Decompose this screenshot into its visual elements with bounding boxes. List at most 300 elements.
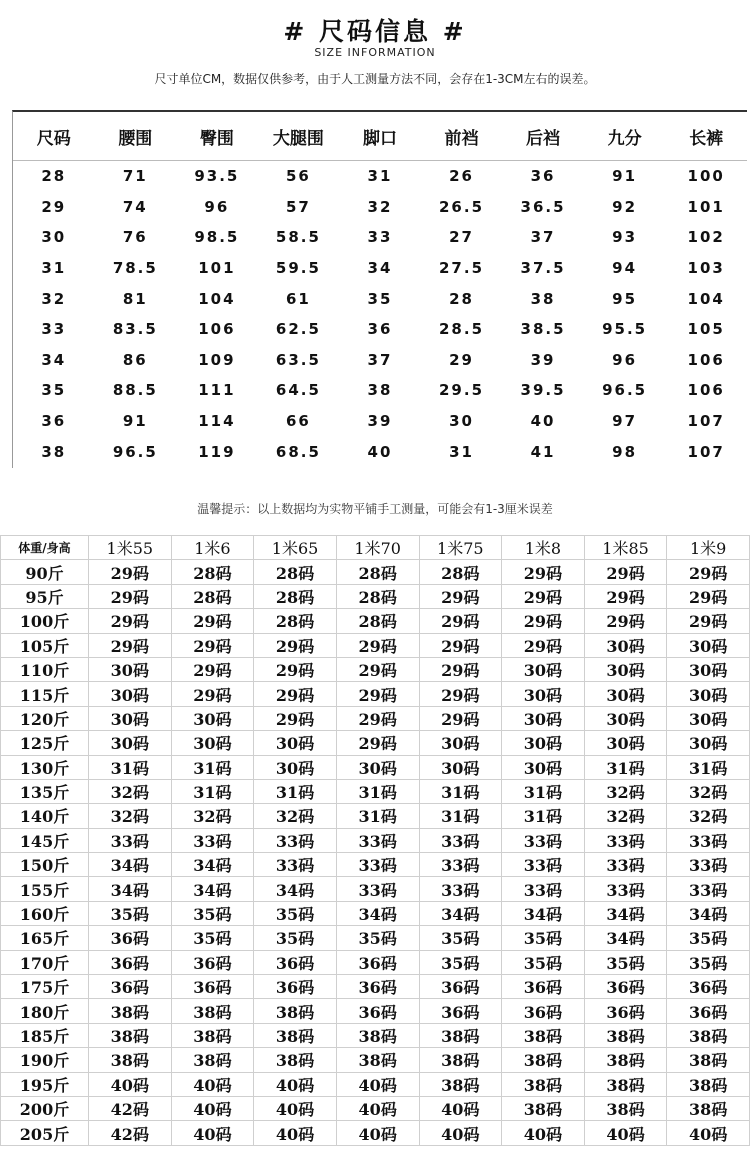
weight-label: 95斤: [1, 584, 89, 608]
size-recommendation-cell: 34码: [89, 853, 172, 877]
size-cell: 28.5: [439, 320, 485, 339]
size-table-container: [12, 110, 747, 468]
size-recommendation-cell: 35码: [419, 950, 502, 974]
weight-label: 165斤: [1, 926, 89, 950]
size-recommendation-cell: 29码: [419, 706, 502, 730]
size-recommendation-cell: 34码: [254, 877, 337, 901]
size-cell: 27: [449, 228, 474, 247]
size-recommendation-cell: 29码: [336, 633, 419, 657]
size-recommendation-cell: 35码: [502, 950, 585, 974]
size-col-header: 九分: [584, 112, 666, 161]
size-table-row: [13, 314, 747, 345]
size-recommendation-cell: 38码: [89, 1048, 172, 1072]
size-recommendation-cell: 32码: [584, 804, 667, 828]
size-recommendation-cell: 30码: [502, 706, 585, 730]
size-recommendation-cell: 29码: [419, 609, 502, 633]
size-recommendation-cell: 36码: [419, 999, 502, 1023]
size-table-row: [13, 375, 747, 406]
size-recommendation-cell: 32码: [89, 804, 172, 828]
size-recommendation-cell: 31码: [89, 755, 172, 779]
corner-header: 体重/身高: [1, 536, 89, 560]
size-recommendation-cell: 35码: [419, 926, 502, 950]
size-recommendation-cell: 38码: [171, 1048, 254, 1072]
size-cell: 35: [367, 289, 393, 308]
size-recommendation-cell: 36码: [502, 999, 585, 1023]
size-recommendation-cell: 29码: [584, 584, 667, 608]
size-cell: 106: [687, 381, 725, 400]
size-recommendation-cell: 33码: [336, 828, 419, 852]
size-recommendation-cell: 32码: [667, 804, 750, 828]
size-cell: 98: [612, 442, 638, 461]
size-cell: 36: [367, 320, 393, 339]
page-title: # 尺码信息 #: [283, 17, 467, 46]
size-cell: 71: [122, 167, 148, 186]
recommend-table-row: [1, 755, 750, 779]
size-recommendation-cell: 38码: [171, 999, 254, 1023]
size-recommendation-cell: 35码: [171, 901, 254, 925]
size-recommendation-cell: 42码: [89, 1096, 172, 1120]
size-recommendation-cell: 30码: [667, 682, 750, 706]
size-cell: 59.5: [275, 259, 321, 278]
size-recommendation-cell: 30码: [502, 682, 585, 706]
size-cell: 39: [367, 412, 393, 431]
size-cell: 38.5: [520, 320, 566, 339]
size-cell: 98.5: [194, 228, 240, 247]
size-recommendation-cell: 36码: [254, 975, 337, 999]
size-recommendation-cell: 29码: [502, 584, 585, 608]
size-recommendation-cell: 40码: [254, 1096, 337, 1120]
height-header: 1米85: [584, 536, 667, 560]
size-cell: 78.5: [112, 259, 158, 278]
size-cell: 38: [530, 289, 556, 308]
size-recommendation-cell: 29码: [171, 609, 254, 633]
size-cell: 94: [612, 259, 638, 278]
size-cell: 119: [198, 442, 236, 461]
recommend-table-body: [1, 560, 750, 1145]
size-cell: 56: [285, 167, 311, 186]
size-cell: 107: [687, 442, 725, 461]
size-recommendation-cell: 33码: [667, 877, 750, 901]
size-col-header: 长裤: [665, 112, 747, 161]
size-cell: 27.5: [439, 259, 485, 278]
size-recommendation-cell: 29码: [419, 682, 502, 706]
size-recommendation-cell: 33码: [419, 877, 502, 901]
size-recommendation-cell: 30码: [89, 682, 172, 706]
recommend-table-row: [1, 633, 750, 657]
measurement-note: 尺寸单位CM，数据仅供参考，由于人工测量方法不同，会存在1-3CM左右的误差。: [154, 72, 596, 86]
size-recommendation-cell: 29码: [667, 584, 750, 608]
size-recommendation-cell: 28码: [171, 584, 254, 608]
size-cell: 36: [530, 167, 556, 186]
size-cell: 33: [41, 320, 67, 339]
size-recommendation-cell: 36码: [419, 975, 502, 999]
size-recommendation-cell: 32码: [89, 779, 172, 803]
size-recommendation-cell: 30码: [89, 731, 172, 755]
size-col-header: 尺码: [13, 112, 95, 161]
height-header: 1米55: [89, 536, 172, 560]
size-recommendation-cell: 31码: [502, 804, 585, 828]
size-recommendation-cell: 31码: [584, 755, 667, 779]
size-recommendation-cell: 40码: [336, 1072, 419, 1096]
size-recommendation-cell: 28码: [171, 560, 254, 584]
size-cell: 83.5: [112, 320, 158, 339]
height-header: 1米9: [667, 536, 750, 560]
recommend-table-row: [1, 853, 750, 877]
size-recommendation-cell: 35码: [171, 926, 254, 950]
weight-label: 100斤: [1, 609, 89, 633]
recommend-table-container: [0, 535, 750, 1146]
size-recommendation-cell: 30码: [171, 731, 254, 755]
recommend-table-row: [1, 584, 750, 608]
size-recommendation-cell: 34码: [336, 901, 419, 925]
weight-label: 175斤: [1, 975, 89, 999]
size-recommendation-cell: 31码: [254, 779, 337, 803]
weight-label: 105斤: [1, 633, 89, 657]
size-table-row: [13, 222, 747, 253]
size-recommendation-cell: 40码: [171, 1121, 254, 1145]
weight-label: 200斤: [1, 1096, 89, 1120]
size-recommendation-cell: 29码: [336, 682, 419, 706]
size-recommendation-cell: 32码: [584, 779, 667, 803]
size-cell: 103: [687, 259, 725, 278]
size-recommendation-cell: 29码: [89, 633, 172, 657]
weight-label: 155斤: [1, 877, 89, 901]
size-cell: 114: [198, 412, 236, 431]
size-col-header: 大腿围: [258, 112, 340, 161]
height-header: 1米75: [419, 536, 502, 560]
size-recommendation-cell: 30码: [171, 706, 254, 730]
weight-label: 125斤: [1, 731, 89, 755]
recommend-table-row: [1, 901, 750, 925]
size-recommendation-cell: 38码: [584, 1048, 667, 1072]
recommend-table-row: [1, 1023, 750, 1047]
size-recommendation-cell: 28码: [336, 560, 419, 584]
size-cell: 32: [367, 197, 393, 216]
size-recommendation-cell: 34码: [584, 926, 667, 950]
recommend-table-row: [1, 1121, 750, 1145]
size-recommendation-cell: 29码: [89, 584, 172, 608]
size-recommendation-cell: 29码: [419, 584, 502, 608]
size-recommendation-cell: 29码: [502, 609, 585, 633]
size-cell: 31: [449, 442, 474, 461]
recommend-table: [0, 535, 750, 1146]
size-cell: 97: [612, 412, 638, 431]
size-cell: 57: [285, 197, 311, 216]
weight-label: 110斤: [1, 657, 89, 681]
size-cell: 38: [41, 442, 67, 461]
size-recommendation-cell: 32码: [254, 804, 337, 828]
size-table-row: [13, 345, 747, 376]
size-recommendation-cell: 30码: [419, 731, 502, 755]
size-recommendation-cell: 36码: [584, 975, 667, 999]
size-recommendation-cell: 35码: [254, 901, 337, 925]
size-cell: 68.5: [275, 442, 321, 461]
size-cell: 76: [122, 228, 148, 247]
size-cell: 34: [41, 350, 67, 369]
size-recommendation-cell: 34码: [584, 901, 667, 925]
size-table-row: [13, 161, 747, 192]
size-recommendation-cell: 38码: [502, 1072, 585, 1096]
weight-label: 170斤: [1, 950, 89, 974]
size-cell: 86: [122, 350, 148, 369]
size-recommendation-cell: 38码: [584, 1072, 667, 1096]
size-cell: 28: [41, 167, 67, 186]
size-recommendation-cell: 38码: [171, 1023, 254, 1047]
size-recommendation-cell: 31码: [667, 755, 750, 779]
size-recommendation-cell: 30码: [584, 731, 667, 755]
size-recommendation-cell: 31码: [419, 779, 502, 803]
size-recommendation-cell: 38码: [584, 1023, 667, 1047]
size-cell: 37: [367, 350, 393, 369]
size-recommendation-cell: 40码: [419, 1096, 502, 1120]
size-recommendation-cell: 31码: [502, 779, 585, 803]
size-cell: 37: [530, 228, 556, 247]
size-recommendation-cell: 29码: [502, 560, 585, 584]
size-recommendation-cell: 33码: [502, 853, 585, 877]
size-recommendation-cell: 38码: [254, 1048, 337, 1072]
size-recommendation-cell: 36码: [89, 975, 172, 999]
size-cell: 93: [612, 228, 638, 247]
size-recommendation-cell: 38码: [419, 1072, 502, 1096]
size-recommendation-cell: 29码: [254, 657, 337, 681]
size-recommendation-cell: 30码: [502, 755, 585, 779]
recommend-table-row: [1, 1048, 750, 1072]
size-cell: 58.5: [275, 228, 321, 247]
size-recommendation-cell: 29码: [419, 633, 502, 657]
size-col-header: 前裆: [421, 112, 503, 161]
size-recommendation-cell: 36码: [89, 950, 172, 974]
size-recommendation-cell: 30码: [89, 706, 172, 730]
size-cell: 95: [612, 289, 638, 308]
size-recommendation-cell: 31码: [336, 804, 419, 828]
size-recommendation-cell: 38码: [254, 1023, 337, 1047]
size-cell: 34: [367, 259, 393, 278]
size-recommendation-cell: 33码: [336, 877, 419, 901]
size-recommendation-cell: 30码: [667, 731, 750, 755]
size-recommendation-cell: 38码: [89, 999, 172, 1023]
recommend-table-row: [1, 804, 750, 828]
size-recommendation-cell: 31码: [336, 779, 419, 803]
size-cell: 61: [285, 289, 311, 308]
size-recommendation-cell: 36码: [336, 999, 419, 1023]
size-cell: 81: [122, 289, 148, 308]
size-recommendation-cell: 34码: [419, 901, 502, 925]
size-recommendation-cell: 40码: [254, 1072, 337, 1096]
size-table-row: [13, 283, 747, 314]
weight-label: 130斤: [1, 755, 89, 779]
size-recommendation-cell: 33码: [667, 828, 750, 852]
size-recommendation-cell: 29码: [667, 560, 750, 584]
size-cell: 106: [687, 350, 725, 369]
size-recommendation-cell: 30码: [584, 633, 667, 657]
size-recommendation-cell: 30码: [336, 755, 419, 779]
size-recommendation-cell: 32码: [171, 804, 254, 828]
size-cell: 106: [198, 320, 236, 339]
size-recommendation-cell: 30码: [667, 706, 750, 730]
size-table-header: [13, 112, 747, 161]
size-recommendation-cell: 36码: [667, 999, 750, 1023]
size-recommendation-cell: 36码: [89, 926, 172, 950]
size-table: [13, 112, 747, 467]
size-recommendation-cell: 36码: [502, 975, 585, 999]
size-recommendation-cell: 33码: [419, 828, 502, 852]
size-recommendation-cell: 28码: [336, 609, 419, 633]
page-subtitle: SIZE INFORMATION: [314, 46, 436, 59]
weight-label: 185斤: [1, 1023, 89, 1047]
size-recommendation-cell: 38码: [667, 1072, 750, 1096]
size-cell: 29.5: [439, 381, 485, 400]
size-recommendation-cell: 33码: [419, 853, 502, 877]
size-recommendation-cell: 30码: [254, 755, 337, 779]
height-header: 1米6: [171, 536, 254, 560]
size-recommendation-cell: 34码: [171, 853, 254, 877]
size-recommendation-cell: 35码: [584, 950, 667, 974]
size-cell: 109: [198, 350, 236, 369]
size-recommendation-cell: 35码: [667, 926, 750, 950]
recommend-table-row: [1, 706, 750, 730]
size-recommendation-cell: 42码: [89, 1121, 172, 1145]
recommend-table-row: [1, 609, 750, 633]
size-cell: 66: [285, 412, 311, 431]
recommend-table-row: [1, 657, 750, 681]
size-col-header: 腰围: [95, 112, 177, 161]
weight-label: 180斤: [1, 999, 89, 1023]
size-recommendation-cell: 35码: [254, 926, 337, 950]
size-cell: 38: [367, 381, 393, 400]
size-cell: 37.5: [520, 259, 566, 278]
size-recommendation-cell: 36码: [336, 975, 419, 999]
size-cell: 62.5: [275, 320, 321, 339]
size-recommendation-cell: 36码: [584, 999, 667, 1023]
size-cell: 96: [612, 350, 638, 369]
weight-label: 120斤: [1, 706, 89, 730]
size-recommendation-cell: 30码: [89, 657, 172, 681]
size-recommendation-cell: 38码: [667, 1096, 750, 1120]
size-cell: 63.5: [275, 350, 321, 369]
size-cell: 29: [449, 350, 474, 369]
size-recommendation-cell: 31码: [171, 779, 254, 803]
size-recommendation-cell: 38码: [89, 1023, 172, 1047]
size-cell: 107: [687, 412, 725, 431]
recommend-table-row: [1, 877, 750, 901]
size-cell: 30: [41, 228, 67, 247]
size-recommendation-cell: 34码: [667, 901, 750, 925]
recommend-table-row: [1, 999, 750, 1023]
weight-label: 150斤: [1, 853, 89, 877]
size-recommendation-cell: 29码: [89, 609, 172, 633]
size-recommendation-cell: 29码: [419, 657, 502, 681]
size-cell: 96.5: [602, 381, 648, 400]
size-cell: 29: [41, 197, 67, 216]
size-recommendation-cell: 40码: [502, 1121, 585, 1145]
size-recommendation-cell: 38码: [667, 1023, 750, 1047]
size-recommendation-cell: 33码: [667, 853, 750, 877]
size-recommendation-cell: 40码: [89, 1072, 172, 1096]
size-cell: 92: [612, 197, 638, 216]
height-header: 1米8: [502, 536, 585, 560]
size-recommendation-cell: 29码: [336, 657, 419, 681]
size-recommendation-cell: 38码: [584, 1096, 667, 1120]
size-recommendation-cell: 30码: [667, 633, 750, 657]
weight-label: 190斤: [1, 1048, 89, 1072]
recommend-table-row: [1, 731, 750, 755]
size-cell: 40: [367, 442, 393, 461]
recommend-table-row: [1, 779, 750, 803]
size-recommendation-cell: 38码: [419, 1048, 502, 1072]
size-recommendation-cell: 33码: [584, 853, 667, 877]
weight-label: 160斤: [1, 901, 89, 925]
size-cell: 95.5: [602, 320, 648, 339]
size-recommendation-cell: 30码: [584, 706, 667, 730]
size-cell: 32: [41, 289, 67, 308]
size-recommendation-cell: 35码: [502, 926, 585, 950]
size-cell: 102: [687, 228, 725, 247]
size-recommendation-cell: 33码: [502, 877, 585, 901]
size-table-row: [13, 253, 747, 284]
size-recommendation-cell: 30码: [254, 731, 337, 755]
size-recommendation-cell: 33码: [171, 828, 254, 852]
size-recommendation-cell: 29码: [584, 609, 667, 633]
size-recommendation-cell: 30码: [584, 682, 667, 706]
size-recommendation-cell: 38码: [419, 1023, 502, 1047]
size-recommendation-cell: 29码: [254, 706, 337, 730]
size-cell: 104: [198, 289, 236, 308]
size-col-header: 脚口: [339, 112, 421, 161]
size-cell: 31: [367, 167, 393, 186]
size-col-header: 后裆: [502, 112, 584, 161]
size-cell: 100: [687, 167, 725, 186]
size-cell: 30: [449, 412, 474, 431]
height-header: 1米70: [336, 536, 419, 560]
size-cell: 111: [198, 381, 236, 400]
size-table-row: [13, 192, 747, 223]
size-recommendation-cell: 28码: [254, 584, 337, 608]
size-recommendation-cell: 30码: [667, 657, 750, 681]
size-recommendation-cell: 29码: [336, 731, 419, 755]
size-recommendation-cell: 29码: [584, 560, 667, 584]
size-recommendation-cell: 29码: [171, 657, 254, 681]
size-recommendation-cell: 40码: [171, 1096, 254, 1120]
size-recommendation-cell: 30码: [419, 755, 502, 779]
size-recommendation-cell: 29码: [171, 633, 254, 657]
size-recommendation-cell: 36码: [171, 975, 254, 999]
size-cell: 93.5: [194, 167, 240, 186]
size-recommendation-cell: 40码: [667, 1121, 750, 1145]
tip-note: 温馨提示：以上数据均为实物平铺手工测量，可能会有1-3厘米误差: [197, 502, 553, 516]
size-recommendation-cell: 35码: [336, 926, 419, 950]
size-table-row: [13, 406, 747, 437]
size-recommendation-cell: 29码: [254, 633, 337, 657]
size-recommendation-cell: 38码: [502, 1048, 585, 1072]
size-recommendation-cell: 28码: [254, 560, 337, 584]
height-header: 1米65: [254, 536, 337, 560]
size-recommendation-cell: 38码: [502, 1023, 585, 1047]
size-recommendation-cell: 29码: [89, 560, 172, 584]
size-col-header: 臀围: [176, 112, 258, 161]
size-recommendation-cell: 33码: [336, 853, 419, 877]
weight-label: 195斤: [1, 1072, 89, 1096]
size-cell: 91: [122, 412, 148, 431]
size-cell: 88.5: [112, 381, 158, 400]
recommend-table-row: [1, 1072, 750, 1096]
size-recommendation-cell: 40码: [419, 1121, 502, 1145]
size-recommendation-cell: 29码: [667, 609, 750, 633]
weight-label: 140斤: [1, 804, 89, 828]
size-recommendation-cell: 33码: [584, 877, 667, 901]
recommend-table-row: [1, 828, 750, 852]
size-cell: 41: [530, 442, 556, 461]
size-recommendation-cell: 38码: [336, 1023, 419, 1047]
